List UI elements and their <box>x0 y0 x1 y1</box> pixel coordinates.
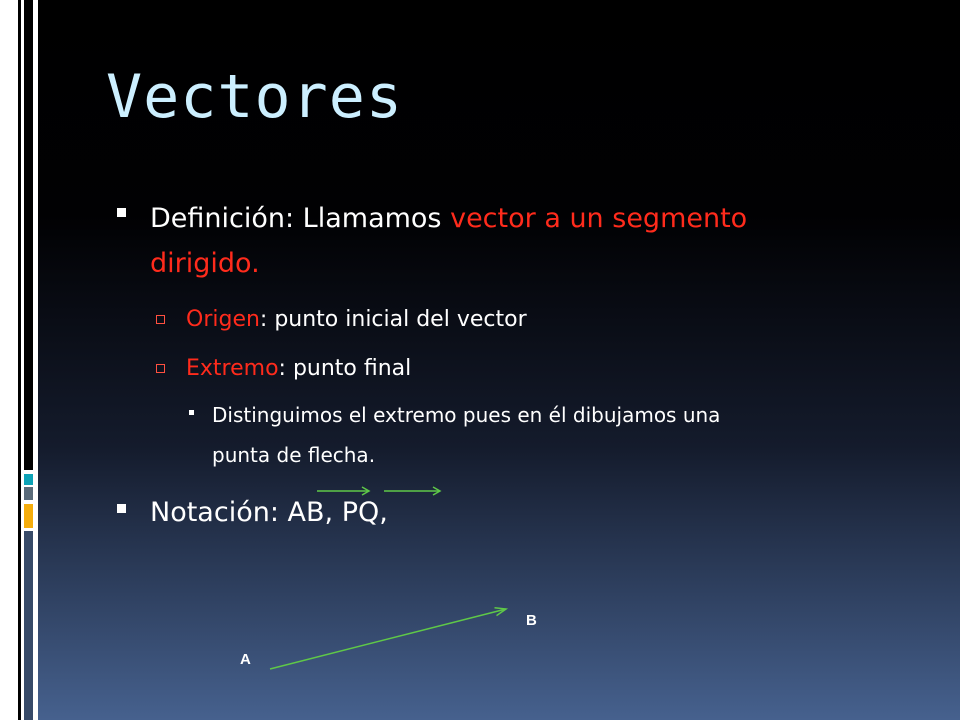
notation-vector-pq: PQ <box>341 497 380 528</box>
arrow-over-ab <box>317 487 369 495</box>
point-label-a: A <box>240 651 251 668</box>
notation-vector-ab: AB <box>287 497 325 528</box>
extreme-term: Extremo <box>186 356 279 381</box>
arrow-over-pq <box>384 487 440 495</box>
definition-highlight: vector a un segmento <box>450 203 748 234</box>
notation-separator: , <box>379 497 388 528</box>
vector-ab-arrow <box>270 608 506 669</box>
extreme-text: : punto final <box>278 356 412 381</box>
notation-prefix: Notación: <box>150 497 288 528</box>
note-line-1: Distinguimos el extremo pues en él dibujamos una <box>212 403 721 427</box>
definition-prefix: Definición: Llamamos <box>150 203 451 234</box>
note-line-2: punta de flecha. <box>212 443 376 467</box>
notation-separator: , <box>324 497 342 528</box>
origin-text: : punto inicial del vector <box>259 307 527 332</box>
slide-title: Vectores <box>106 62 403 132</box>
definition-line-2: dirigido. <box>150 248 260 279</box>
origin-term: Origen <box>186 307 260 332</box>
point-label-b: B <box>526 612 537 629</box>
